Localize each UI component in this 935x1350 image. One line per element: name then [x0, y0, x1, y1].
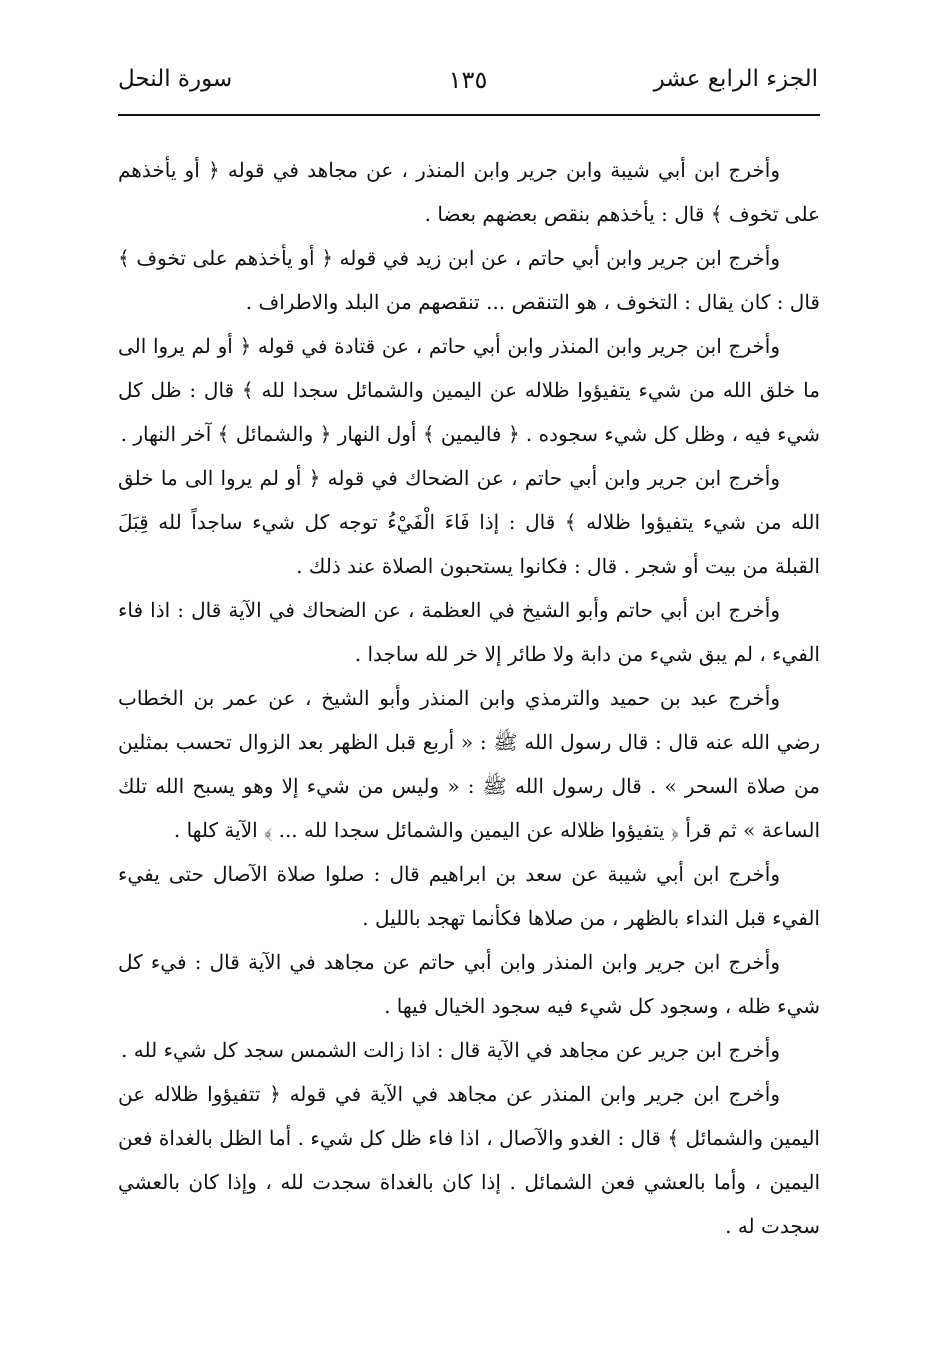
paragraph: وأخرج ابن أبي شيبة عن سعد بن ابراهيم قال : صلوا صلاة الآصال حتى يفيء الفيء قبل النداء بالظهر ، من صلاها فكأنما تهجد بالليل .	[118, 862, 820, 930]
running-header	[118, 66, 818, 110]
paragraph: وأخرج ابن جرير وابن المنذر وابن أبي حاتم عن مجاهد في الآية قال : فيء كل شيء ظله ، وسجود كل شيء فيه سجود الخيال فيها .	[118, 950, 820, 1018]
paragraph: وأخرج ابن أبي حاتم وأبو الشيخ في العظمة ، عن الضحاك في الآية قال : اذا فاء الفيء ، لم يبق شيء من دابة ولا طائر إلا خر لله ساجدا .	[118, 598, 820, 666]
paragraph: وأخرج ابن جرير عن مجاهد في الآية قال : اذا زالت الشمس سجد كل شيء لله .	[121, 1038, 780, 1062]
paragraph: وأخرج ابن جرير وابن المنذر وابن أبي حاتم ، عن قتادة في قوله ﴿ أو لم يروا الى ما خلق الله من شيء يتفيؤوا ظلاله عن اليمين والشمائل سجدا لله ﴾ قال : ظل كل شيء فيه ، وظل كل شيء سجوده . ﴿ فاليمين ﴾ أول النهار ﴿ والشمائل ﴾ آخر النهار .	[118, 334, 820, 446]
paragraph: وأخرج ابن جرير وابن المنذر عن مجاهد في الآية في قوله ﴿ تتفيؤوا ظلاله عن اليمين والشمائل ﴾ قال : الغدو والآصال ، اذا فاء ظل كل شيء . أما الظل بالغداة فعن اليمين ، وأما بالعشي فعن الشمائل . إذا كان بالغداة سجدت لله ، وإذا كان بالعشي سجدت له .	[118, 1082, 820, 1238]
header-rule	[118, 114, 820, 116]
paragraph: وأخرج ابن جرير وابن أبي حاتم ، عن الضحاك في قوله ﴿ أو لم يروا الى ما خلق الله من شيء يتفيؤوا ظلاله ﴾ قال : إذا فَاءَ الْفَيْءُ توجه كل شيء ساجداً لله قِبَلَ القبلة من بيت أو شجر . قال : فكانوا يستحبون الصلاة عند ذلك .	[118, 466, 820, 578]
paragraph: وأخرج ابن أبي شيبة وابن جرير وابن المنذر ، عن مجاهد في قوله ﴿ أو يأخذهم على تخوف ﴾ قال : يأخذهم بنقص بعضهم بعضا .	[118, 158, 820, 226]
juz-title: الجزء الرابع عشر	[653, 66, 818, 92]
surah-title: سورة النحل	[118, 66, 233, 92]
page-number: ١٣٥	[448, 66, 488, 94]
paragraph: وأخرج ابن جرير وابن أبي حاتم ، عن ابن زيد في قوله ﴿ أو يأخذهم على تخوف ﴾ قال : كان يقال : التخوف ، هو التنقص ... تنقصهم من البلد والاطراف .	[118, 246, 820, 314]
paragraph: وأخرج عبد بن حميد والترمذي وابن المنذر وأبو الشيخ ، عن عمر بن الخطاب رضي الله عنه قال : قال رسول الله ﷺ : « أربع قبل الظهر بعد الزوال تحسب بمثلين من صلاة السحر » . قال رسول الله ﷺ : « وليس من شيء إلا وهو يسبح الله تلك الساعة » ثم قرأ ﴿ يتفيؤوا ظلاله عن اليمين والشمائل سجدا لله ... ﴾ الآية كلها .	[118, 686, 820, 842]
body-text	[118, 148, 820, 1248]
